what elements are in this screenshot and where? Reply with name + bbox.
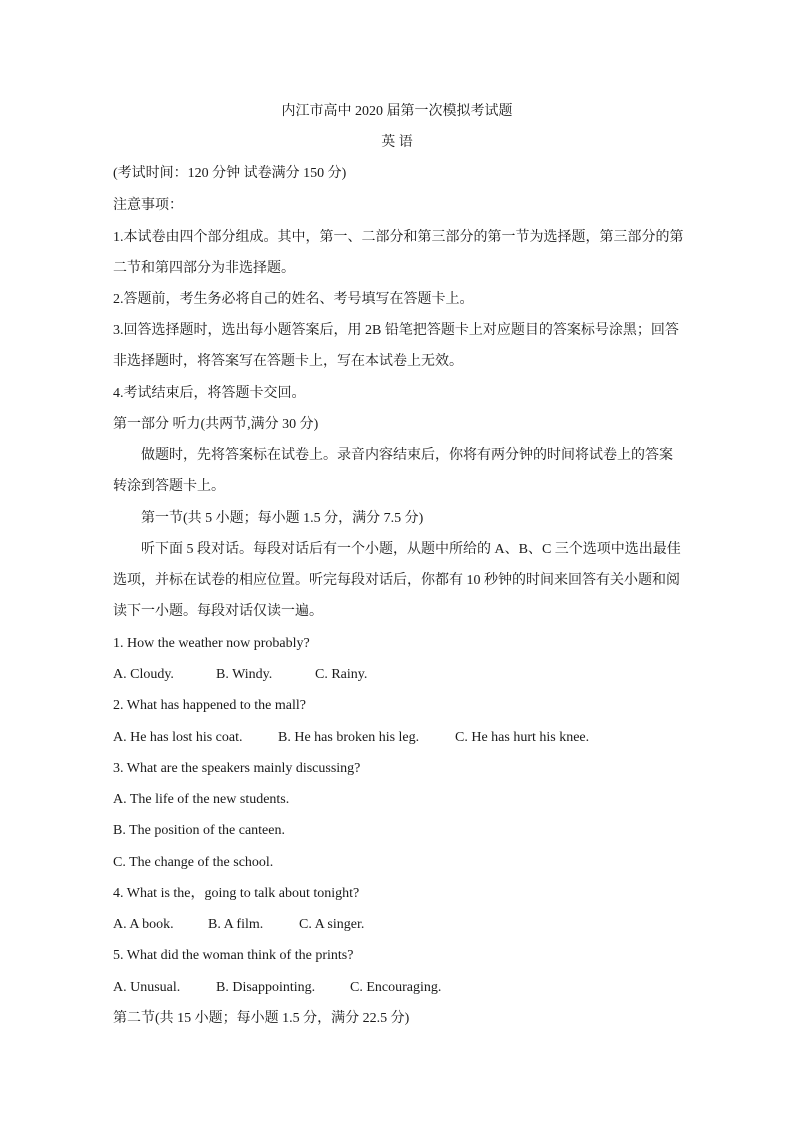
exam-title: 内江市高中 2020 届第一次模拟考试题: [281, 104, 513, 119]
question-option: A. The life of the new students.: [113, 792, 290, 807]
question-option: A. Unusual.: [113, 980, 181, 995]
question-option: A. He has lost his coat.: [113, 730, 243, 745]
question-option: B. The position of the canteen.: [113, 823, 285, 838]
question-option: C. Encouraging.: [350, 980, 442, 995]
question-option: C. He has hurt his knee.: [455, 730, 590, 745]
question-option: B. A film.: [208, 917, 264, 932]
note-4: 4.考试结束后，将答题卡交回。: [113, 386, 306, 401]
part1-heading: 第一部分 听力(共两节,满分 30 分): [113, 417, 319, 432]
part1-intro-line-1: 做题时，先将答案标在试卷上。录音内容结束后，你将有两分钟的时间将试卷上的答案: [141, 448, 673, 463]
question-option: C. The change of the school.: [113, 855, 274, 870]
question-stem: 1. How the weather now probably?: [113, 636, 310, 651]
part1-intro-line-2: 转涂到答题卡上。: [113, 479, 225, 494]
section1-instr-line-2: 选项，并标在试卷的相应位置。听完每段对话后，你都有 10 秒钟的时间来回答有关小题和阅: [113, 573, 680, 588]
note-2: 2.答题前，考生务必将自己的姓名、考号填写在答题卡上。: [113, 292, 474, 307]
question-option: B. He has broken his leg.: [278, 730, 420, 745]
question-option: A. A book.: [113, 917, 174, 932]
section1-instr-line-1: 听下面 5 段对话。每段对话后有一个小题，从题中所给的 A、B、C 三个选项中选出最佳: [141, 542, 681, 557]
question-stem: 4. What is the，going to talk about tonight?: [113, 886, 360, 901]
section1-instr-line-3: 读下一小题。每段对话仅读一遍。: [113, 604, 323, 619]
notes-heading: 注意事项：: [113, 198, 183, 213]
exam-info: (考试时间：120 分钟 试卷满分 150 分): [113, 166, 347, 181]
question-option: C. A singer.: [299, 917, 365, 932]
question-stem: 3. What are the speakers mainly discussing?: [113, 761, 361, 776]
question-option: C. Rainy.: [315, 667, 368, 682]
subject-title: 英 语: [381, 135, 413, 150]
note-1-line-1: 1.本试卷由四个部分组成。其中，第一、二部分和第三部分的第一节为选择题，第三部分的第: [113, 230, 684, 245]
question-option: B. Windy.: [216, 667, 273, 682]
question-option: B. Disappointing.: [216, 980, 316, 995]
question-option: A. Cloudy.: [113, 667, 174, 682]
note-3-line-1: 3.回答选择题时，选出每小题答案后，用 2B 铅笔把答题卡上对应题目的答案标号涂黑；回答: [113, 323, 679, 338]
question-stem: 2. What has happened to the mall?: [113, 698, 306, 713]
question-stem: 5. What did the woman think of the prints?: [113, 948, 354, 963]
section1-heading: 第一节(共 5 小题；每小题 1.5 分，满分 7.5 分): [141, 511, 424, 526]
note-1-line-2: 二节和第四部分为非选择题。: [113, 261, 295, 276]
section2-heading: 第二节(共 15 小题；每小题 1.5 分，满分 22.5 分): [113, 1011, 410, 1026]
note-3-line-2: 非选择题时，将答案写在答题卡上，写在本试卷上无效。: [113, 354, 463, 369]
